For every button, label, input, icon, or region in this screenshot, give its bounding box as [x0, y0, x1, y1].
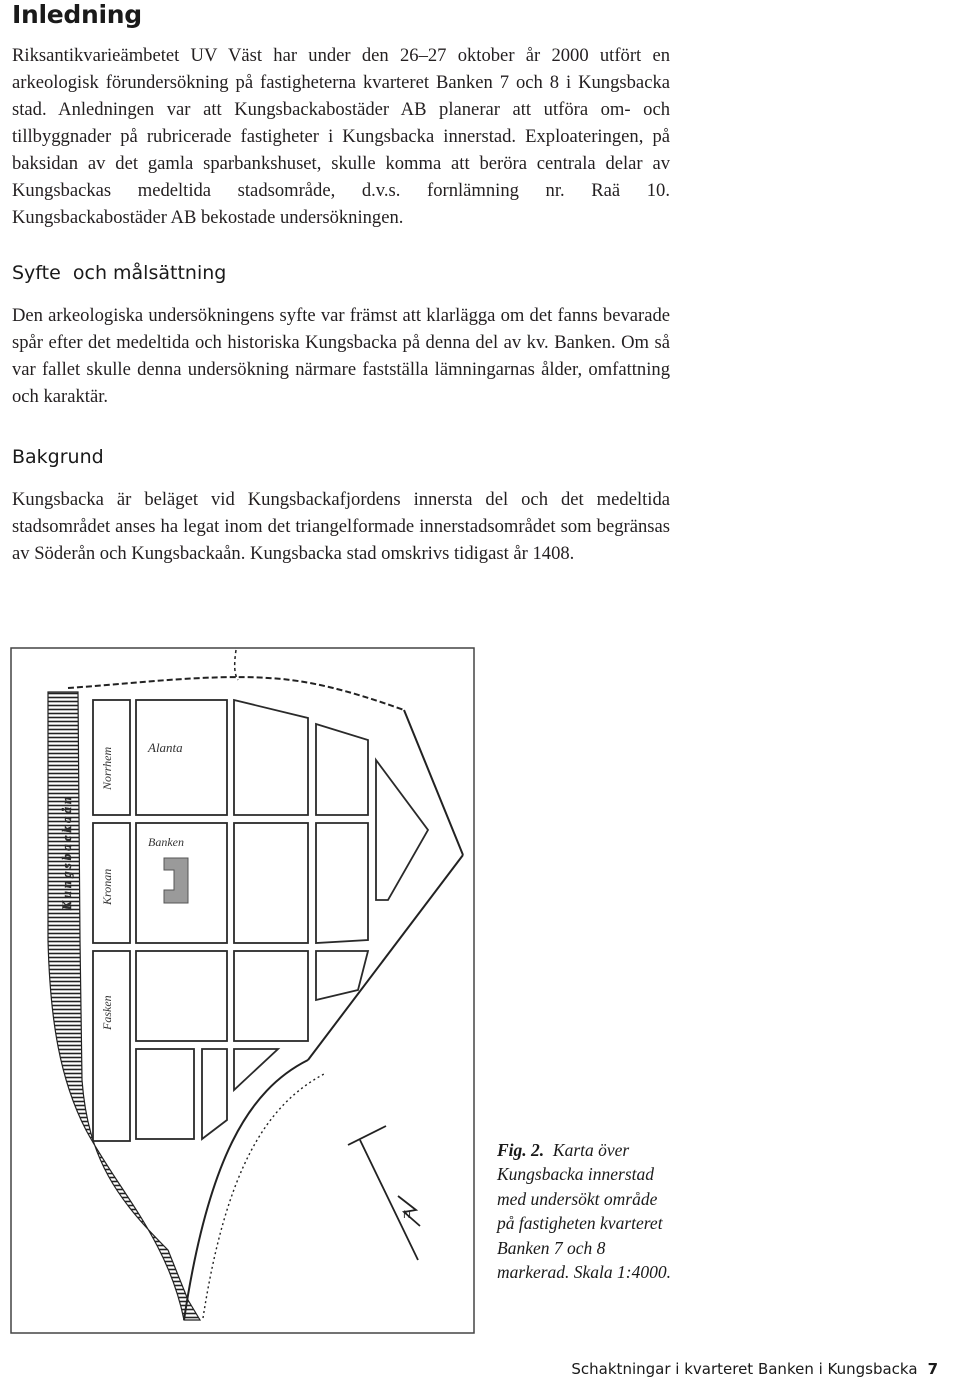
page-footer — [571, 1360, 938, 1378]
page-number: 7 — [927, 1360, 938, 1378]
north-letter: N — [403, 1209, 411, 1221]
block-label-banken: Banken — [148, 835, 184, 849]
block-label-fasken: Fasken — [100, 995, 114, 1030]
paragraph-syfte: Den arkeologiska undersökningens syfte var främst att klarlägga om det fanns bevarade spår efter det medeltida och historiska Kungsbacka på denna del av kv. Banken. Om så var fallet skulle denna undersökning närmare fastställa lämningarnas ålder, omfattning och karaktär. — [12, 305, 670, 407]
block-label-alanta: Alanta — [148, 740, 183, 755]
paragraph-bakgrund: Kungsbacka är beläget vid Kungsbackafjordens innersta del och det medeltida stadsområdet anses ha legat inom det triangelformade innerstadsområdet som begränsas av Söderån och Kungsbackaån. Kungsbacka stad omskrivs tidigast år 1408. — [12, 489, 670, 564]
running-title: Schaktningar i kvarteret Banken i Kungsbacka — [571, 1360, 918, 1378]
section-heading-bakgrund: Bakgrund — [12, 446, 104, 468]
river-label: Kungsbackaån — [59, 793, 74, 910]
town-map-figure — [8, 640, 478, 1340]
section-heading-syfte: Syfte och målsättning — [12, 262, 227, 284]
section-heading-inledning: Inledning — [12, 0, 142, 29]
figure-caption — [497, 1138, 677, 1284]
block-label-kronan: Kronan — [100, 868, 114, 905]
paragraph-inledning: Riksantikvarieämbetet UV Väst har under den 26–27 oktober år 2000 utfört en arkeologisk förundersökning på fastigheterna kvarteret Banken 7 och 8 i Kungsbacka stad. Anledningen var att Kungsbackabostäder AB planerar att utföra om- och tillbyggnader på rubricerade fastigheter i Kungsbacka innerstad. Exploateringen, på baksidan av det gamla sparbankshuset, skulle komma att beröra centrala delar av Kungsbackas medeltida stadsområde, d.v.s. fornlämning nr. Raä 10. Kungsbackabostäder AB bekostade undersökningen. — [12, 45, 670, 228]
figure-label: Fig. 2. — [497, 1140, 545, 1160]
figure-caption-text: Karta över Kungsbacka innerstad med undersökt område på fastigheten kvarteret Banken 7 och 8 markerad. Skala 1:4000. — [497, 1140, 672, 1283]
block-label-norrhem: Norrhem — [100, 746, 114, 790]
